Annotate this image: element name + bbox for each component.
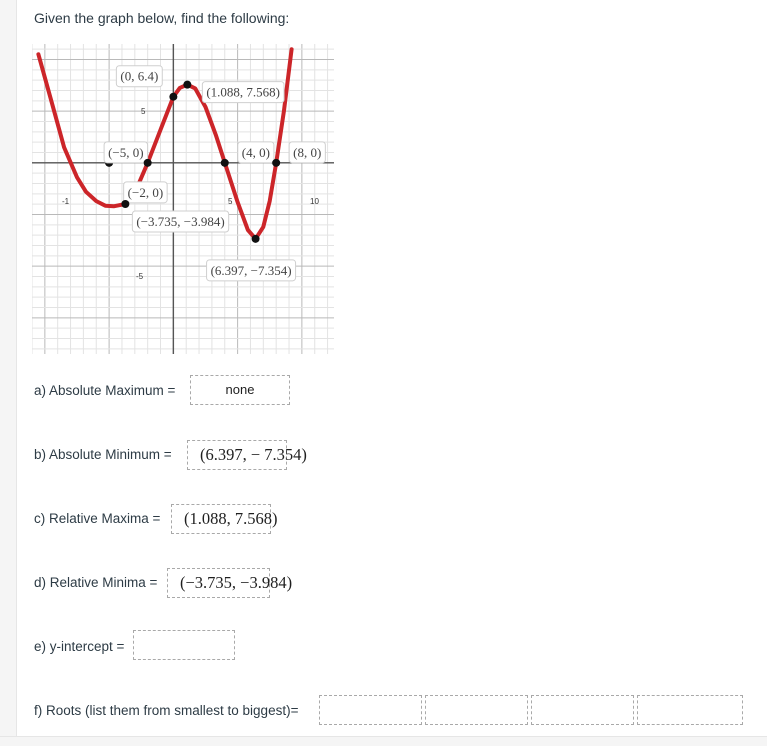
rel-max-input[interactable]: (1.088, 7.568): [171, 504, 271, 534]
key-point-label: (−5, 0): [108, 144, 144, 160]
key-point-label: (0, 6.4): [120, 68, 159, 84]
root-input-1[interactable]: [319, 695, 422, 725]
y-tick-neg5: -5: [136, 272, 144, 281]
key-point-dot: [169, 93, 177, 101]
y-tick-5: 5: [141, 107, 146, 116]
key-point-label: (1.088, 7.568): [206, 84, 281, 100]
y-intercept-input[interactable]: [133, 630, 235, 660]
key-point-label: (−2, 0): [127, 184, 164, 200]
key-point-dot: [183, 81, 191, 89]
rel-min-input[interactable]: (−3.735, −3.984): [167, 568, 270, 598]
root-input-2[interactable]: [425, 695, 528, 725]
key-point-dot: [252, 235, 260, 243]
graph-grid: [32, 44, 334, 354]
rel-min-label: d) Relative Minima =: [34, 575, 158, 590]
question-prompt: Given the graph below, find the following:: [34, 10, 290, 26]
key-point-label: (4, 0): [241, 144, 270, 160]
key-point-label: (−3.735, −3.984): [136, 214, 225, 230]
x-tick-5: 5: [228, 197, 233, 206]
root-input-4[interactable]: [637, 695, 743, 725]
abs-min-input[interactable]: (6.397, − 7.354): [187, 440, 287, 470]
root-input-3[interactable]: [531, 695, 634, 725]
abs-min-label: b) Absolute Minimum =: [34, 447, 172, 462]
y-intercept-label: e) y-intercept =: [34, 639, 125, 654]
key-point-dot: [272, 159, 280, 167]
key-point-dot: [121, 200, 129, 208]
key-point-dot: [144, 159, 152, 167]
roots-label: f) Roots (list them from smallest to biggest)=: [34, 703, 299, 718]
abs-max-label: a) Absolute Maximum =: [34, 383, 176, 398]
key-point-label: (6.397, −7.354): [210, 262, 292, 278]
function-graph: [32, 44, 334, 354]
x-tick-10: 10: [310, 197, 319, 206]
key-point-dot: [221, 159, 229, 167]
abs-max-input[interactable]: none: [190, 375, 290, 405]
x-tick-neg1: -1: [62, 197, 70, 206]
left-gutter: [0, 0, 17, 745]
rel-max-label: c) Relative Maxima =: [34, 511, 161, 526]
key-point-label: (8, 0): [293, 144, 322, 160]
